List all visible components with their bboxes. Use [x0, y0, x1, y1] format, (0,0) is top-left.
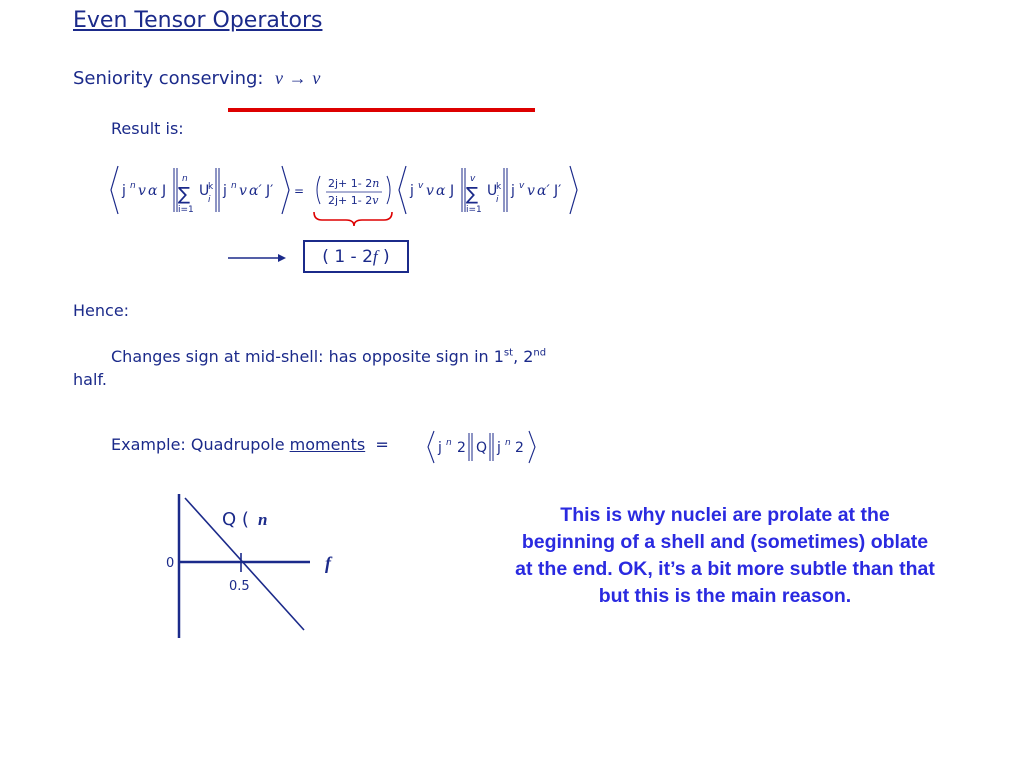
changes-sign-line: [111, 347, 546, 366]
lhs-sum-top: n: [182, 174, 188, 184]
result-box: [303, 240, 409, 273]
quadrupole-matrix-element: [425, 428, 540, 466]
rhs-U: U: [487, 183, 498, 199]
changes-sup2: nd: [533, 347, 547, 359]
q-j: j: [438, 440, 442, 456]
changes-mid: , 2: [513, 347, 534, 366]
lhs-v: v: [138, 183, 146, 199]
q-two2: 2: [515, 440, 524, 456]
seniority-label: Seniority conserving:: [73, 68, 264, 89]
q-n-sup: n: [446, 438, 452, 448]
matrix-element-equation: [106, 160, 586, 232]
rhs-J-prime: J′: [554, 183, 562, 199]
rhs-v-sup2: v: [519, 181, 525, 191]
lhs-right-bracket: [282, 166, 289, 214]
rhs-j: j: [410, 183, 414, 199]
box-suffix: ): [377, 247, 390, 267]
factor-denominator: 2j+ 1- 2v: [328, 194, 379, 207]
result-arrow: [228, 251, 288, 265]
changes-sup1: st: [503, 347, 514, 359]
factor-left-paren: [317, 176, 320, 204]
red-underbrace: [314, 212, 392, 226]
q-j2: j: [497, 440, 501, 456]
lhs-J: J: [162, 183, 167, 199]
lhs-n-sup: n: [130, 181, 136, 191]
rhs-sum-top: v: [470, 174, 476, 184]
arrow-symbol: →: [288, 68, 307, 88]
q-two: 2: [457, 440, 466, 456]
rhs-left-bracket: [399, 166, 406, 214]
lhs-n-sup2: n: [231, 181, 237, 191]
factor-right-paren: [387, 176, 390, 204]
rhs-j2: j: [511, 183, 515, 199]
lhs-left-bracket: [111, 166, 118, 214]
graph-q-var: n: [258, 510, 268, 529]
lhs-U-sup: k: [208, 182, 214, 192]
rhs-alpha: α: [436, 183, 446, 199]
graph-q-label: Q (: [222, 509, 249, 530]
seniority-line: [73, 68, 320, 89]
rhs-alpha-prime: α′: [537, 183, 550, 199]
lhs-j: j: [122, 183, 126, 199]
lhs-U-sub: i: [208, 195, 211, 205]
equals-sign: =: [294, 184, 305, 198]
lhs-alpha-prime: α′: [249, 183, 262, 199]
factor-numerator: 2j+ 1- 2n: [328, 177, 380, 190]
q-Q: Q: [476, 440, 488, 456]
q-n-sup2: n: [505, 438, 511, 448]
rhs-v: v: [426, 183, 434, 199]
lhs-U: U: [199, 183, 210, 199]
explanation-note: This is why nuclei are prolate at the beginning of a shell and (sometimes) oblate at the end. OK, it’s a bit more subtle than that but this is the main reason.: [515, 504, 935, 607]
lhs-j2: j: [223, 183, 227, 199]
lhs-sum: ∑: [178, 184, 191, 205]
v-to: v: [312, 68, 321, 88]
changes-text: Changes sign at mid-shell: has opposite sign in 1: [111, 347, 504, 366]
rhs-sum-bottom: i=1: [466, 205, 482, 215]
rhs-v-sup: v: [418, 181, 424, 191]
lhs-J-prime: J′: [266, 183, 274, 199]
lhs-sum-bottom: i=1: [178, 205, 194, 215]
lhs-alpha: α: [148, 183, 158, 199]
quadrupole-graph: [160, 490, 360, 642]
rhs-v2: v: [527, 183, 535, 199]
box-var: f: [372, 247, 378, 266]
lhs-v2: v: [239, 183, 247, 199]
box-prefix: ( 1 - 2: [322, 247, 373, 267]
red-divider: [228, 108, 535, 112]
example-prefix: Example: Quadrupole: [111, 435, 290, 454]
rhs-U-sup: k: [496, 182, 502, 192]
moments-link[interactable]: moments: [289, 435, 366, 454]
hence-label: Hence:: [73, 301, 130, 320]
example-equals: =: [375, 435, 389, 454]
half-text: half.: [73, 370, 107, 389]
slide-title: Even Tensor Operators: [73, 8, 323, 33]
example-line: [111, 435, 389, 454]
graph-half-label: 0.5: [229, 579, 250, 594]
v-from: v: [274, 68, 283, 88]
q-left-bracket: [428, 431, 434, 463]
graph-zero-label: 0: [166, 556, 175, 571]
rhs-sum: ∑: [466, 184, 479, 205]
q-right-bracket: [529, 431, 535, 463]
rhs-right-bracket: [570, 166, 577, 214]
rhs-J: J: [450, 183, 455, 199]
result-label: Result is:: [111, 119, 184, 138]
graph-f-label: f: [325, 553, 331, 573]
rhs-U-sub: i: [496, 195, 499, 205]
